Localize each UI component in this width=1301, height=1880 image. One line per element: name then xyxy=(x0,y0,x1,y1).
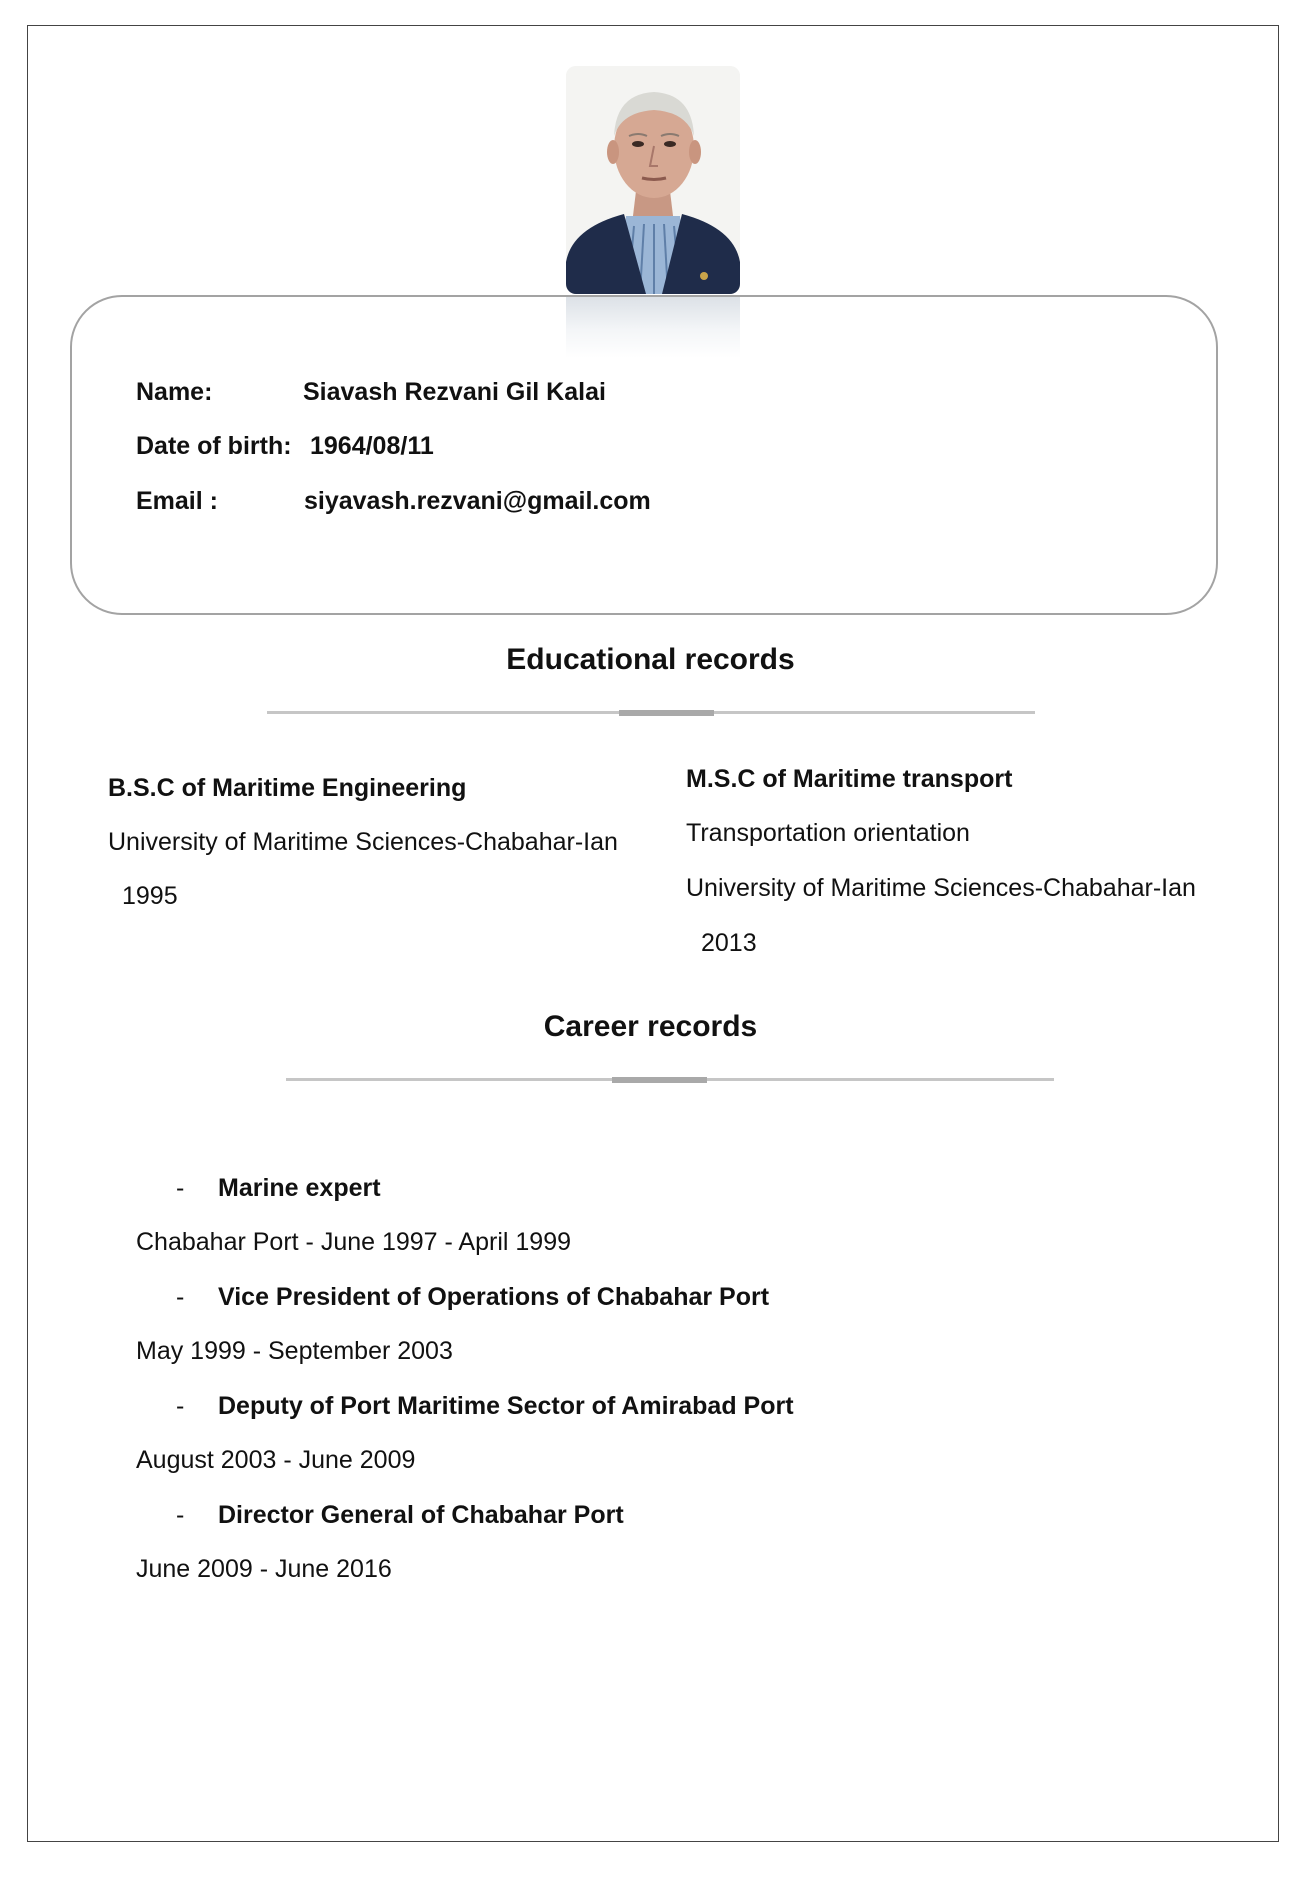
job-bullet: - xyxy=(176,1392,185,1420)
edu-right-university: University of Maritime Sciences-Chabahar-Ian xyxy=(686,874,1196,902)
job-title: Vice President of Operations of Chabahar Port xyxy=(218,1283,770,1311)
career-heading: Career records xyxy=(543,1010,758,1043)
dob-label: Date of birth: xyxy=(136,432,292,460)
job-detail: June 2009 - June 2016 xyxy=(136,1555,392,1583)
job-bullet: - xyxy=(176,1174,185,1202)
profile-photo xyxy=(566,66,740,294)
job-bullet: - xyxy=(176,1283,185,1311)
edu-right-year: 2013 xyxy=(701,929,757,957)
dob-value: 1964/08/11 xyxy=(310,432,434,460)
education-divider-accent xyxy=(619,710,714,716)
job-detail: May 1999 - September 2003 xyxy=(136,1337,453,1365)
name-row xyxy=(136,378,606,407)
name-label: Name: xyxy=(136,378,213,406)
job-detail: August 2003 - June 2009 xyxy=(136,1446,416,1474)
edu-right-orientation: Transportation orientation xyxy=(686,819,970,847)
job-title: Marine expert xyxy=(218,1174,381,1202)
name-value: Siavash Rezvani Gil Kalai xyxy=(303,378,606,406)
job-bullet: - xyxy=(176,1501,185,1529)
email-row xyxy=(136,487,651,516)
edu-left-university: University of Maritime Sciences-Chabahar-Ian xyxy=(108,828,618,856)
job-title: Deputy of Port Maritime Sector of Amirabad Port xyxy=(218,1392,794,1420)
edu-left-title: B.S.C of Maritime Engineering xyxy=(108,774,467,802)
dob-row xyxy=(136,432,434,461)
job-detail: Chabahar Port - June 1997 - April 1999 xyxy=(136,1228,571,1256)
education-heading: Educational records xyxy=(506,643,795,676)
email-value: siyavash.rezvani@gmail.com xyxy=(304,487,651,515)
career-divider-accent xyxy=(612,1077,707,1083)
job-title: Director General of Chabahar Port xyxy=(218,1501,624,1529)
edu-left-year: 1995 xyxy=(122,882,178,910)
edu-right-title: M.S.C of Maritime transport xyxy=(686,765,1013,793)
email-label: Email : xyxy=(136,487,218,515)
